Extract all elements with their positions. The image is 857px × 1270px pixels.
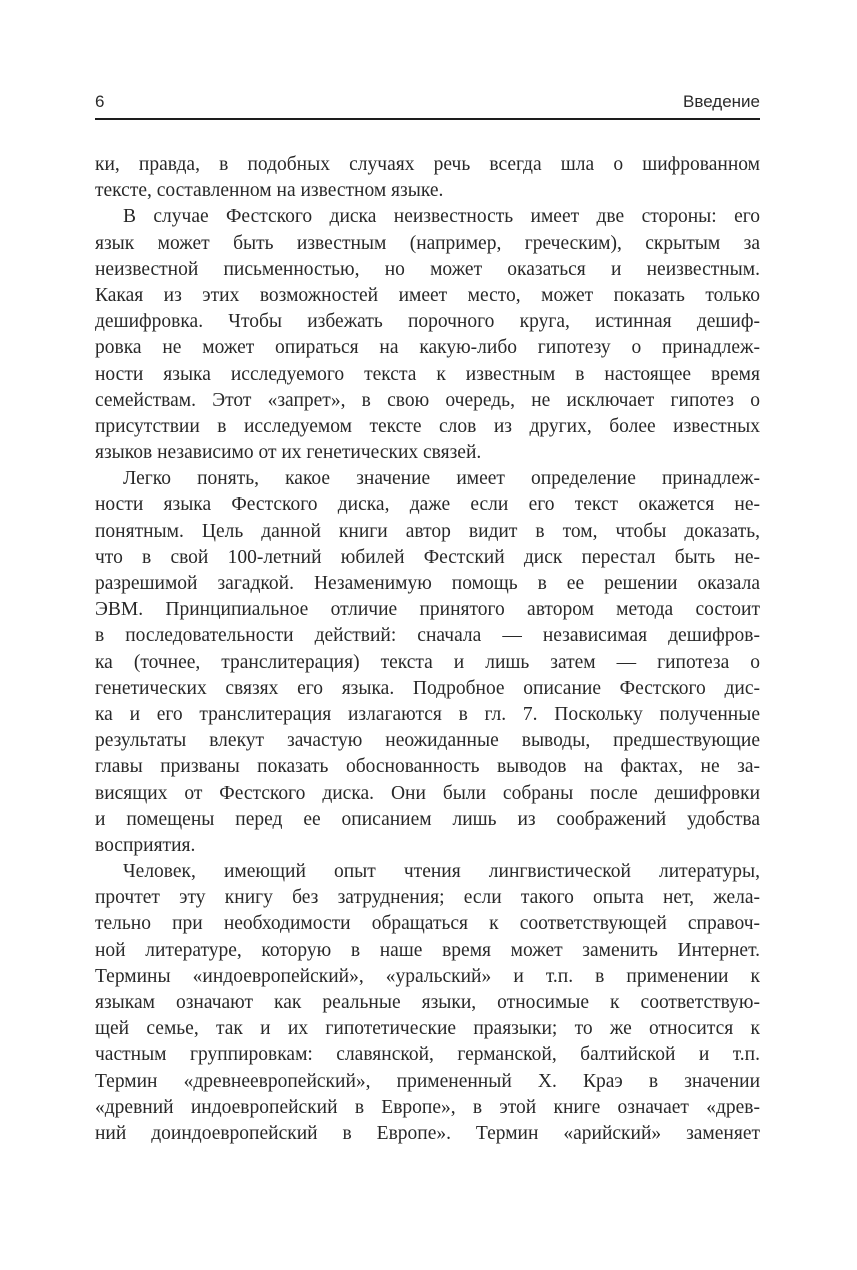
text-line: частным группировкам: славянской, германской, балтийской и т.п. xyxy=(95,1044,760,1066)
text-line: главы призваны показать обоснованность выводов на фактах, не за- xyxy=(95,756,760,778)
page-header xyxy=(95,92,760,112)
text-line: результаты влекут зачастую неожиданные выводы, предшествующие xyxy=(95,730,760,752)
text-line: Термины «индоевропейский», «уральский» и т.п. в применении к xyxy=(95,965,760,987)
text-line: Человек, имеющий опыт чтения лингвистической литературы, xyxy=(123,861,760,883)
text-line: семействам. Этот «запрет», в свою очередь, не исключает гипотез о xyxy=(95,389,760,411)
text-line: что в свой 100-летний юбилей Фестский диск перестал быть не- xyxy=(95,546,760,568)
text-line: ний доиндоевропейский в Европе». Термин «арийский» заменяет xyxy=(95,1122,760,1144)
text-line: ровка не может опираться на какую-либо гипотезу о принадлеж- xyxy=(95,337,760,359)
text-line: язык может быть известным (например, греческим), скрытым за xyxy=(95,232,760,254)
text-line: присутствии в исследуемом тексте слов из других, более известных xyxy=(95,415,760,437)
text-line: генетических связях его языка. Подробное описание Фестского дис- xyxy=(95,677,760,699)
text-line: ки, правда, в подобных случаях речь всегда шла о шифрованном xyxy=(95,154,760,175)
text-line: языков независимо от их генетических связей. xyxy=(95,442,482,464)
text-line: ка и его транслитерация излагаются в гл. 7. Поскольку полученные xyxy=(95,703,760,725)
page-number: 6 xyxy=(95,92,105,111)
text-line: дешифровка. Чтобы избежать порочного круга, истинная дешиф- xyxy=(95,311,760,333)
text-line: понятным. Цель данной книги автор видит в том, чтобы доказать, xyxy=(95,520,760,542)
text-line: ЭВМ. Принципиальное отличие принятого автором метода состоит xyxy=(95,599,760,621)
text-line: Какая из этих возможностей имеет место, может показать только xyxy=(95,284,760,306)
text-line: висящих от Фестского диска. Они были собраны после дешифровки xyxy=(95,782,760,804)
text-line: прочтет эту книгу без затруднения; если такого опыта нет, жела- xyxy=(95,887,760,909)
page-body-text xyxy=(95,152,760,1147)
text-line: ка (точнее, транслитерация) текста и лишь затем — гипотеза о xyxy=(95,651,760,673)
text-line: Легко понять, какое значение имеет определение принадлеж- xyxy=(123,468,760,490)
text-line: щей семье, так и их гипотетические праязыки; то же относится к xyxy=(95,1018,760,1040)
text-line: ности языка исследуемого текста к известным в настоящее время xyxy=(95,363,760,385)
text-line: в последовательности действий: сначала — независимая дешифров- xyxy=(95,625,760,647)
text-line: языкам означают как реальные языки, относимые к соответствую- xyxy=(95,992,760,1013)
text-line: тельно при необходимости обращаться к соответствующей справоч- xyxy=(95,913,760,935)
text-line: ной литературе, которую в наше время может заменить Интернет. xyxy=(95,939,760,961)
text-line: разрешимой загадкой. Незаменимую помощь в ее решении оказала xyxy=(95,573,760,594)
text-line: и помещены перед ее описанием лишь из соображений удобства xyxy=(95,808,760,830)
running-title: Введение xyxy=(683,92,760,111)
text-line: В случае Фестского диска неизвестность имеет две стороны: его xyxy=(123,206,760,228)
text-line: восприятия. xyxy=(95,834,196,856)
text-line: «древний индоевропейский в Европе», в этой книге означает «древ- xyxy=(95,1096,760,1118)
text-line: неизвестной письменностью, но может оказаться и неизвестным. xyxy=(95,258,760,280)
text-line: Термин «древнеевропейский», примененный Х. Краэ в значении xyxy=(95,1070,760,1092)
header-rule xyxy=(95,118,760,120)
text-line: ности языка Фестского диска, даже если его текст окажется не- xyxy=(95,494,760,516)
text-line: тексте, составленном на известном языке. xyxy=(95,180,444,202)
